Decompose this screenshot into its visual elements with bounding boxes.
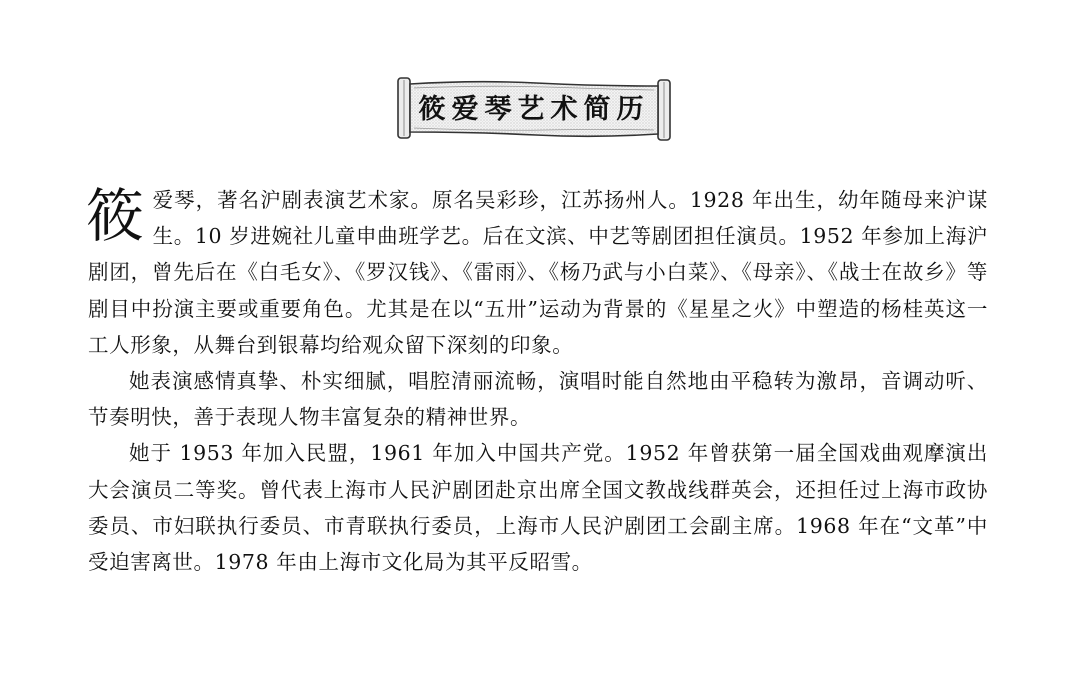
- paragraph-1-text: 爱琴，著名沪剧表演艺术家。原名吴彩珍，江苏扬州人。1928 年出生，幼年随母来沪谋生。10 岁进婉社儿童申曲班学艺。后在文滨、中艺等剧团担任演员。1952 年参加上海沪剧团，曾先后在《白毛女》、《罗汉钱》、《雷雨》、《杨乃武与小白菜》、《母亲》、《战士在故乡》等剧目中扮演主要或重要角色。尤其是在以“五卅”运动为背景的《星星之火》中塑造的杨桂英这一工人形象，从舞台到银幕均给观众留下深刻的印象。: [88, 188, 988, 357]
- biography-article: [88, 182, 988, 580]
- paragraph-2: 她表演感情真挚、朴实细腻，唱腔清丽流畅，演唱时能自然地由平稳转为激昂，音调动听、节奏明快，善于表现人物丰富复杂的精神世界。: [88, 369, 988, 430]
- title-scroll-banner: [396, 74, 672, 144]
- drop-cap: 筱: [86, 182, 145, 250]
- page-title: 筱爱琴艺术简历: [418, 94, 650, 125]
- paragraph-1: [88, 182, 988, 363]
- paragraph-3: 她于 1953 年加入民盟，1961 年加入中国共产党。1952 年曾获第一届全国戏曲观摩演出大会演员二等奖。曾代表上海市人民沪剧团赴京出席全国文教战线群英会，还担任过上海市政协委员、市妇联执行委员、市青联执行委员，上海市人民沪剧团工会副主席。1968 年在“文革”中受迫害离世。1978 年由上海市文化局为其平反昭雪。: [88, 441, 988, 575]
